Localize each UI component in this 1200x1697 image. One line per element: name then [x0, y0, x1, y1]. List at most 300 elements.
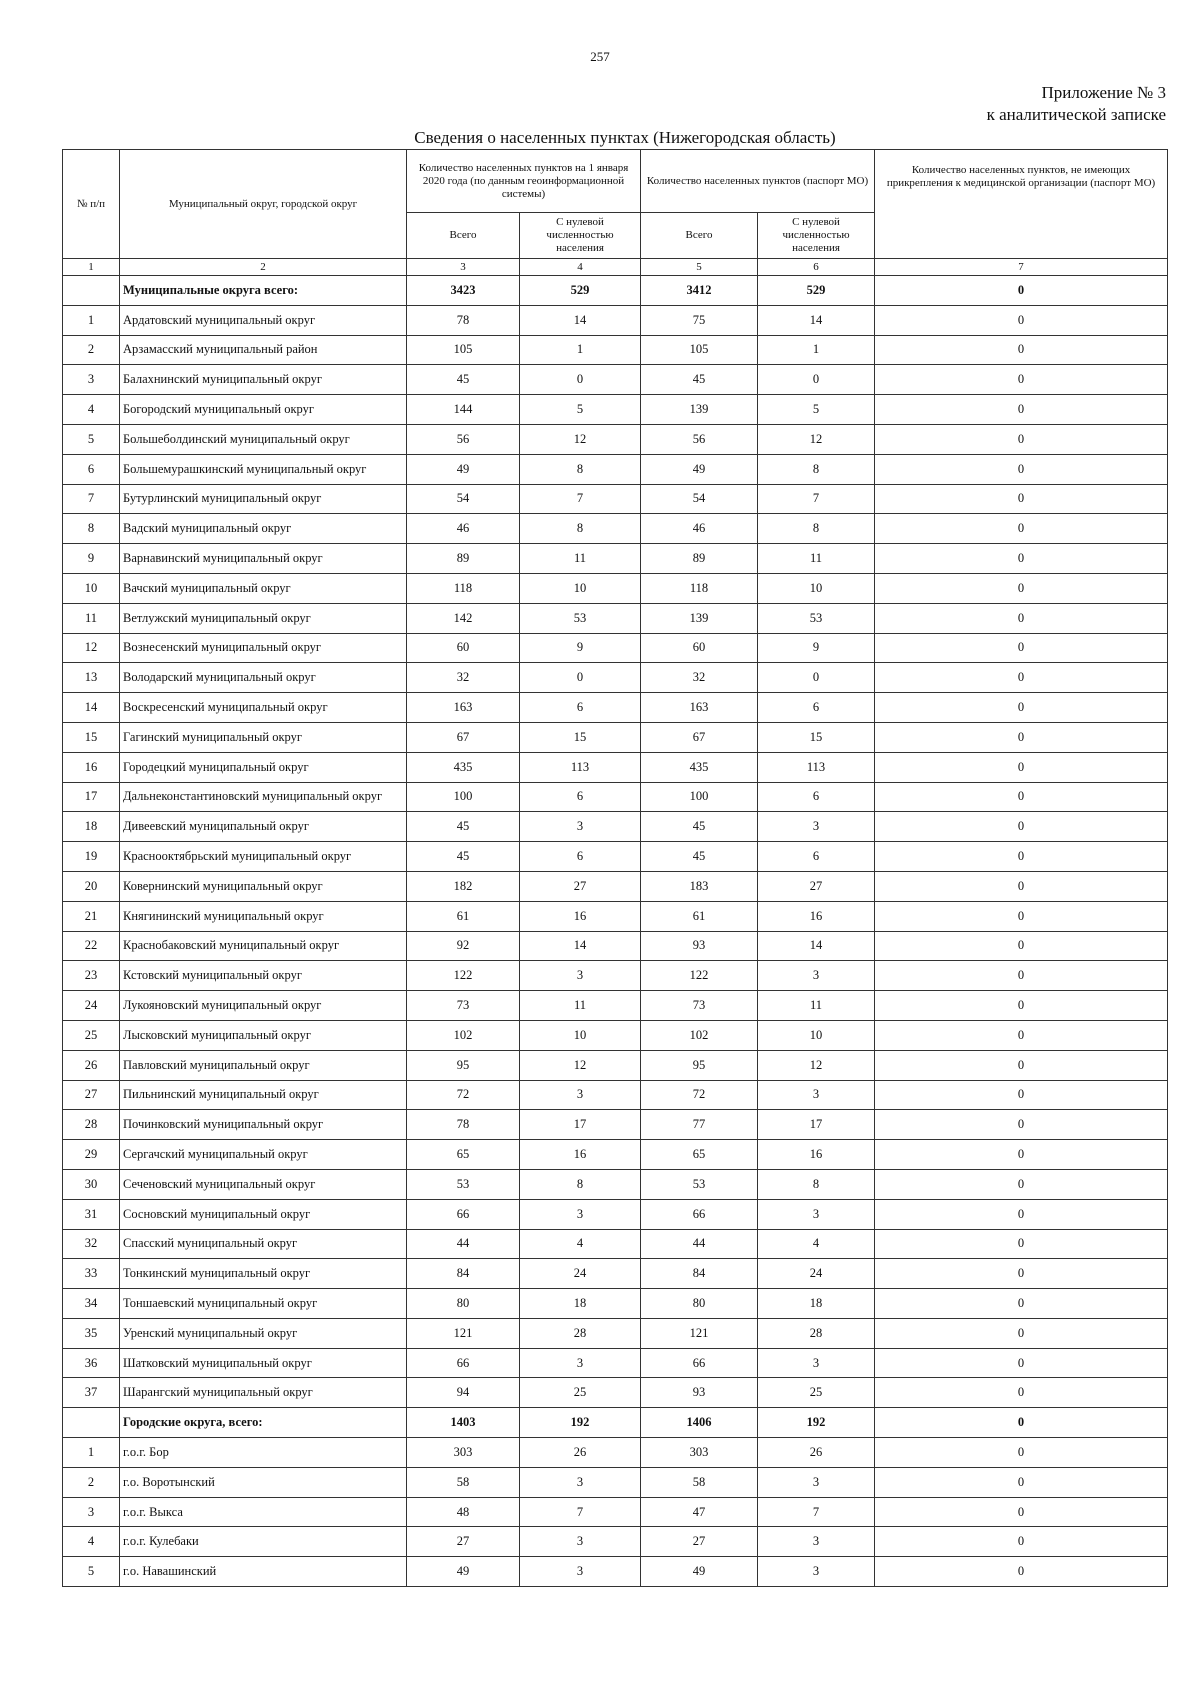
row-number: 26	[63, 1050, 120, 1080]
value-cell: 0	[875, 1259, 1168, 1289]
value-cell: 0	[875, 484, 1168, 514]
value-cell: 7	[758, 484, 875, 514]
table-row	[63, 335, 1168, 365]
value-cell: 8	[758, 1169, 875, 1199]
value-cell: 65	[407, 1140, 520, 1170]
value-cell: 0	[875, 722, 1168, 752]
value-cell: 80	[407, 1289, 520, 1319]
value-cell: 95	[407, 1050, 520, 1080]
table-row	[63, 1110, 1168, 1140]
value-cell: 60	[407, 633, 520, 663]
appendix-line-1: Приложение № 3	[1041, 83, 1166, 102]
value-cell: 0	[875, 1527, 1168, 1557]
value-cell: 14	[758, 305, 875, 335]
row-number: 30	[63, 1169, 120, 1199]
section-total-row	[63, 1408, 1168, 1438]
value-cell: 0	[875, 1229, 1168, 1259]
appendix-note	[987, 82, 1166, 126]
row-number: 29	[63, 1140, 120, 1170]
row-number: 6	[63, 454, 120, 484]
header-passport-total: Всего	[641, 213, 758, 259]
value-cell: 6	[758, 842, 875, 872]
value-cell: 8	[520, 514, 641, 544]
value-cell: 0	[875, 961, 1168, 991]
value-cell: 48	[407, 1497, 520, 1527]
district-name: Княгининский муниципальный округ	[120, 901, 407, 931]
table-row	[63, 1080, 1168, 1110]
value-cell: 113	[520, 752, 641, 782]
column-number: 1	[63, 259, 120, 276]
value-cell: 44	[407, 1229, 520, 1259]
value-cell: 49	[641, 1557, 758, 1587]
value-cell: 5	[758, 395, 875, 425]
value-cell: 66	[641, 1199, 758, 1229]
table-row	[63, 871, 1168, 901]
district-name: г.о.г. Кулебаки	[120, 1527, 407, 1557]
value-cell: 89	[407, 544, 520, 574]
value-cell: 8	[520, 454, 641, 484]
value-cell: 17	[520, 1110, 641, 1140]
value-cell: 435	[407, 752, 520, 782]
row-number: 2	[63, 335, 120, 365]
table-row	[63, 603, 1168, 633]
value-cell: 66	[641, 1348, 758, 1378]
row-number: 4	[63, 395, 120, 425]
value-cell: 0	[758, 663, 875, 693]
value-cell: 0	[875, 1140, 1168, 1170]
appendix-line-2: к аналитической записке	[986, 105, 1166, 124]
district-name: Вачский муниципальный округ	[120, 573, 407, 603]
row-number: 37	[63, 1378, 120, 1408]
row-number: 17	[63, 782, 120, 812]
value-cell: 94	[407, 1378, 520, 1408]
table-row	[63, 573, 1168, 603]
value-cell: 163	[407, 693, 520, 723]
value-cell: 45	[407, 365, 520, 395]
table-row	[63, 305, 1168, 335]
total-value: 1403	[407, 1408, 520, 1438]
district-name: Вадский муниципальный округ	[120, 514, 407, 544]
row-number: 8	[63, 514, 120, 544]
value-cell: 18	[758, 1289, 875, 1319]
value-cell: 0	[875, 603, 1168, 633]
row-number: 35	[63, 1318, 120, 1348]
district-name: Гагинский муниципальный округ	[120, 722, 407, 752]
value-cell: 9	[520, 633, 641, 663]
value-cell: 0	[875, 514, 1168, 544]
district-name: Ковернинский муниципальный округ	[120, 871, 407, 901]
row-number: 10	[63, 573, 120, 603]
header-no-attachment: Количество населенных пунктов, не имеющих прикрепления к медицинской организации (паспорт МО)	[875, 150, 1168, 259]
row-number: 28	[63, 1110, 120, 1140]
value-cell: 12	[520, 1050, 641, 1080]
column-number: 6	[758, 259, 875, 276]
table-row	[63, 1229, 1168, 1259]
value-cell: 121	[641, 1318, 758, 1348]
value-cell: 11	[758, 991, 875, 1021]
row-number: 5	[63, 1557, 120, 1587]
value-cell: 67	[407, 722, 520, 752]
value-cell: 6	[520, 782, 641, 812]
value-cell: 0	[875, 365, 1168, 395]
value-cell: 142	[407, 603, 520, 633]
value-cell: 0	[875, 752, 1168, 782]
table-row	[63, 752, 1168, 782]
value-cell: 1	[758, 335, 875, 365]
row-number: 14	[63, 693, 120, 723]
value-cell: 0	[875, 901, 1168, 931]
total-label: Муниципальные округа всего:	[120, 276, 407, 306]
value-cell: 0	[875, 573, 1168, 603]
value-cell: 45	[407, 812, 520, 842]
table-row	[63, 1259, 1168, 1289]
value-cell: 3	[520, 1557, 641, 1587]
value-cell: 66	[407, 1348, 520, 1378]
table-row	[63, 544, 1168, 574]
value-cell: 6	[520, 693, 641, 723]
column-numbers-row	[63, 259, 1168, 276]
column-number: 4	[520, 259, 641, 276]
district-name: Варнавинский муниципальный округ	[120, 544, 407, 574]
value-cell: 0	[875, 633, 1168, 663]
row-number: 4	[63, 1527, 120, 1557]
value-cell: 17	[758, 1110, 875, 1140]
value-cell: 139	[641, 395, 758, 425]
value-cell: 15	[520, 722, 641, 752]
table-row	[63, 1438, 1168, 1468]
district-name: Шарангский муниципальный округ	[120, 1378, 407, 1408]
value-cell: 0	[875, 1438, 1168, 1468]
value-cell: 78	[407, 305, 520, 335]
table-body	[63, 276, 1168, 1587]
value-cell: 54	[407, 484, 520, 514]
row-number: 23	[63, 961, 120, 991]
table-row	[63, 812, 1168, 842]
value-cell: 0	[875, 395, 1168, 425]
value-cell: 58	[407, 1467, 520, 1497]
district-name: Уренский муниципальный округ	[120, 1318, 407, 1348]
value-cell: 163	[641, 693, 758, 723]
table-row	[63, 633, 1168, 663]
value-cell: 28	[758, 1318, 875, 1348]
value-cell: 144	[407, 395, 520, 425]
value-cell: 435	[641, 752, 758, 782]
value-cell: 12	[520, 424, 641, 454]
district-name: Пильнинский муниципальный округ	[120, 1080, 407, 1110]
header-passport-zero-pop: С нулевой численностью населения	[758, 213, 875, 259]
table-row	[63, 1199, 1168, 1229]
value-cell: 0	[520, 365, 641, 395]
value-cell: 0	[875, 1080, 1168, 1110]
value-cell: 15	[758, 722, 875, 752]
row-number: 9	[63, 544, 120, 574]
district-name: Богородский муниципальный округ	[120, 395, 407, 425]
district-name: г.о.г. Бор	[120, 1438, 407, 1468]
value-cell: 3	[520, 1348, 641, 1378]
row-number: 24	[63, 991, 120, 1021]
table-row	[63, 1557, 1168, 1587]
district-name: Дальнеконстантиновский муниципальный округ	[120, 782, 407, 812]
table-row	[63, 1020, 1168, 1050]
value-cell: 3	[758, 1348, 875, 1378]
value-cell: 12	[758, 1050, 875, 1080]
district-name: г.о. Навашинский	[120, 1557, 407, 1587]
district-name: г.о. Воротынский	[120, 1467, 407, 1497]
total-num-cell	[63, 276, 120, 306]
column-number: 5	[641, 259, 758, 276]
header-geo-zero-pop: С нулевой численностью населения	[520, 213, 641, 259]
value-cell: 0	[875, 1467, 1168, 1497]
table-row	[63, 663, 1168, 693]
value-cell: 61	[641, 901, 758, 931]
table-row	[63, 1348, 1168, 1378]
value-cell: 60	[641, 633, 758, 663]
value-cell: 3	[520, 1527, 641, 1557]
district-name: Воскресенский муниципальный округ	[120, 693, 407, 723]
row-number: 18	[63, 812, 120, 842]
table-row	[63, 722, 1168, 752]
value-cell: 0	[875, 424, 1168, 454]
value-cell: 105	[407, 335, 520, 365]
row-number: 21	[63, 901, 120, 931]
table-row	[63, 1289, 1168, 1319]
row-number: 19	[63, 842, 120, 872]
district-name: Сеченовский муниципальный округ	[120, 1169, 407, 1199]
value-cell: 25	[758, 1378, 875, 1408]
value-cell: 0	[758, 365, 875, 395]
total-value: 529	[758, 276, 875, 306]
table-row	[63, 514, 1168, 544]
table-row	[63, 931, 1168, 961]
value-cell: 6	[758, 693, 875, 723]
table-row	[63, 1497, 1168, 1527]
value-cell: 3	[758, 1527, 875, 1557]
table-row	[63, 1378, 1168, 1408]
district-name: Сергачский муниципальный округ	[120, 1140, 407, 1170]
row-number: 11	[63, 603, 120, 633]
value-cell: 93	[641, 1378, 758, 1408]
value-cell: 0	[875, 305, 1168, 335]
value-cell: 0	[875, 812, 1168, 842]
table-row	[63, 991, 1168, 1021]
settlements-table	[62, 149, 1168, 1587]
value-cell: 27	[520, 871, 641, 901]
value-cell: 24	[758, 1259, 875, 1289]
value-cell: 0	[875, 1378, 1168, 1408]
value-cell: 67	[641, 722, 758, 752]
total-value: 192	[520, 1408, 641, 1438]
value-cell: 0	[875, 1497, 1168, 1527]
value-cell: 14	[520, 931, 641, 961]
value-cell: 32	[641, 663, 758, 693]
value-cell: 27	[758, 871, 875, 901]
row-number: 5	[63, 424, 120, 454]
district-name: Дивеевский муниципальный округ	[120, 812, 407, 842]
table-row	[63, 454, 1168, 484]
value-cell: 118	[641, 573, 758, 603]
value-cell: 3	[758, 1199, 875, 1229]
table-row	[63, 1527, 1168, 1557]
header-group-passport: Количество населенных пунктов (паспорт МО)	[641, 150, 875, 213]
value-cell: 0	[875, 931, 1168, 961]
value-cell: 303	[407, 1438, 520, 1468]
value-cell: 9	[758, 633, 875, 663]
table-row	[63, 1318, 1168, 1348]
value-cell: 0	[875, 454, 1168, 484]
value-cell: 16	[758, 901, 875, 931]
value-cell: 46	[407, 514, 520, 544]
header-name: Муниципальный округ, городской округ	[120, 150, 407, 259]
value-cell: 54	[641, 484, 758, 514]
value-cell: 44	[641, 1229, 758, 1259]
value-cell: 10	[758, 573, 875, 603]
value-cell: 3	[520, 1467, 641, 1497]
total-label: Городские округа, всего:	[120, 1408, 407, 1438]
value-cell: 7	[520, 484, 641, 514]
table-row	[63, 395, 1168, 425]
value-cell: 14	[520, 305, 641, 335]
value-cell: 49	[407, 454, 520, 484]
value-cell: 10	[520, 573, 641, 603]
value-cell: 11	[520, 544, 641, 574]
value-cell: 0	[875, 335, 1168, 365]
total-value: 0	[875, 276, 1168, 306]
value-cell: 11	[758, 544, 875, 574]
value-cell: 3	[520, 1199, 641, 1229]
table-row	[63, 961, 1168, 991]
district-name: Кстовский муниципальный округ	[120, 961, 407, 991]
total-value: 0	[875, 1408, 1168, 1438]
row-number: 27	[63, 1080, 120, 1110]
value-cell: 0	[875, 1050, 1168, 1080]
district-name: Володарский муниципальный округ	[120, 663, 407, 693]
district-name: Большемурашкинский муниципальный округ	[120, 454, 407, 484]
value-cell: 0	[875, 693, 1168, 723]
value-cell: 118	[407, 573, 520, 603]
value-cell: 49	[641, 454, 758, 484]
value-cell: 11	[520, 991, 641, 1021]
row-number: 22	[63, 931, 120, 961]
column-number: 7	[875, 259, 1168, 276]
value-cell: 0	[875, 663, 1168, 693]
district-name: Лысковский муниципальный округ	[120, 1020, 407, 1050]
value-cell: 58	[641, 1467, 758, 1497]
value-cell: 89	[641, 544, 758, 574]
district-name: г.о.г. Выкса	[120, 1497, 407, 1527]
table-row	[63, 1169, 1168, 1199]
value-cell: 0	[875, 842, 1168, 872]
header-num: № п/п	[63, 150, 120, 259]
value-cell: 0	[875, 782, 1168, 812]
value-cell: 0	[875, 1020, 1168, 1050]
value-cell: 84	[641, 1259, 758, 1289]
value-cell: 0	[875, 544, 1168, 574]
value-cell: 25	[520, 1378, 641, 1408]
district-name: Краснооктябрьский муниципальный округ	[120, 842, 407, 872]
value-cell: 0	[875, 1348, 1168, 1378]
value-cell: 102	[407, 1020, 520, 1050]
district-name: Шатковский муниципальный округ	[120, 1348, 407, 1378]
value-cell: 73	[641, 991, 758, 1021]
value-cell: 6	[520, 842, 641, 872]
value-cell: 16	[758, 1140, 875, 1170]
value-cell: 73	[407, 991, 520, 1021]
column-number: 3	[407, 259, 520, 276]
row-number: 3	[63, 1497, 120, 1527]
value-cell: 65	[641, 1140, 758, 1170]
value-cell: 75	[641, 305, 758, 335]
row-number: 2	[63, 1467, 120, 1497]
value-cell: 3	[758, 1080, 875, 1110]
district-name: Большеболдинский муниципальный округ	[120, 424, 407, 454]
value-cell: 72	[407, 1080, 520, 1110]
value-cell: 303	[641, 1438, 758, 1468]
table-row	[63, 693, 1168, 723]
value-cell: 10	[520, 1020, 641, 1050]
row-number: 7	[63, 484, 120, 514]
value-cell: 26	[520, 1438, 641, 1468]
value-cell: 14	[758, 931, 875, 961]
district-name: Тонкинский муниципальный округ	[120, 1259, 407, 1289]
table-row	[63, 424, 1168, 454]
district-name: Арзамасский муниципальный район	[120, 335, 407, 365]
value-cell: 3	[520, 1080, 641, 1110]
value-cell: 45	[641, 812, 758, 842]
value-cell: 53	[407, 1169, 520, 1199]
row-number: 31	[63, 1199, 120, 1229]
district-name: Спасский муниципальный округ	[120, 1229, 407, 1259]
value-cell: 24	[520, 1259, 641, 1289]
value-cell: 4	[520, 1229, 641, 1259]
value-cell: 47	[641, 1497, 758, 1527]
table-row	[63, 782, 1168, 812]
table-row	[63, 1140, 1168, 1170]
total-value: 1406	[641, 1408, 758, 1438]
value-cell: 53	[641, 1169, 758, 1199]
value-cell: 84	[407, 1259, 520, 1289]
value-cell: 0	[875, 871, 1168, 901]
value-cell: 45	[641, 365, 758, 395]
value-cell: 56	[641, 424, 758, 454]
district-name: Сосновский муниципальный округ	[120, 1199, 407, 1229]
value-cell: 78	[407, 1110, 520, 1140]
row-number: 25	[63, 1020, 120, 1050]
row-number: 13	[63, 663, 120, 693]
value-cell: 8	[520, 1169, 641, 1199]
value-cell: 3	[758, 1467, 875, 1497]
table-row	[63, 484, 1168, 514]
row-number: 36	[63, 1348, 120, 1378]
value-cell: 45	[641, 842, 758, 872]
district-name: Ардатовский муниципальный округ	[120, 305, 407, 335]
value-cell: 26	[758, 1438, 875, 1468]
table-row	[63, 365, 1168, 395]
district-name: Починковский муниципальный округ	[120, 1110, 407, 1140]
value-cell: 95	[641, 1050, 758, 1080]
value-cell: 182	[407, 871, 520, 901]
value-cell: 5	[520, 395, 641, 425]
total-value: 529	[520, 276, 641, 306]
value-cell: 0	[875, 1318, 1168, 1348]
value-cell: 7	[758, 1497, 875, 1527]
row-number: 16	[63, 752, 120, 782]
table-row	[63, 842, 1168, 872]
value-cell: 53	[520, 603, 641, 633]
table-row	[63, 1467, 1168, 1497]
value-cell: 66	[407, 1199, 520, 1229]
value-cell: 10	[758, 1020, 875, 1050]
district-name: Балахнинский муниципальный округ	[120, 365, 407, 395]
